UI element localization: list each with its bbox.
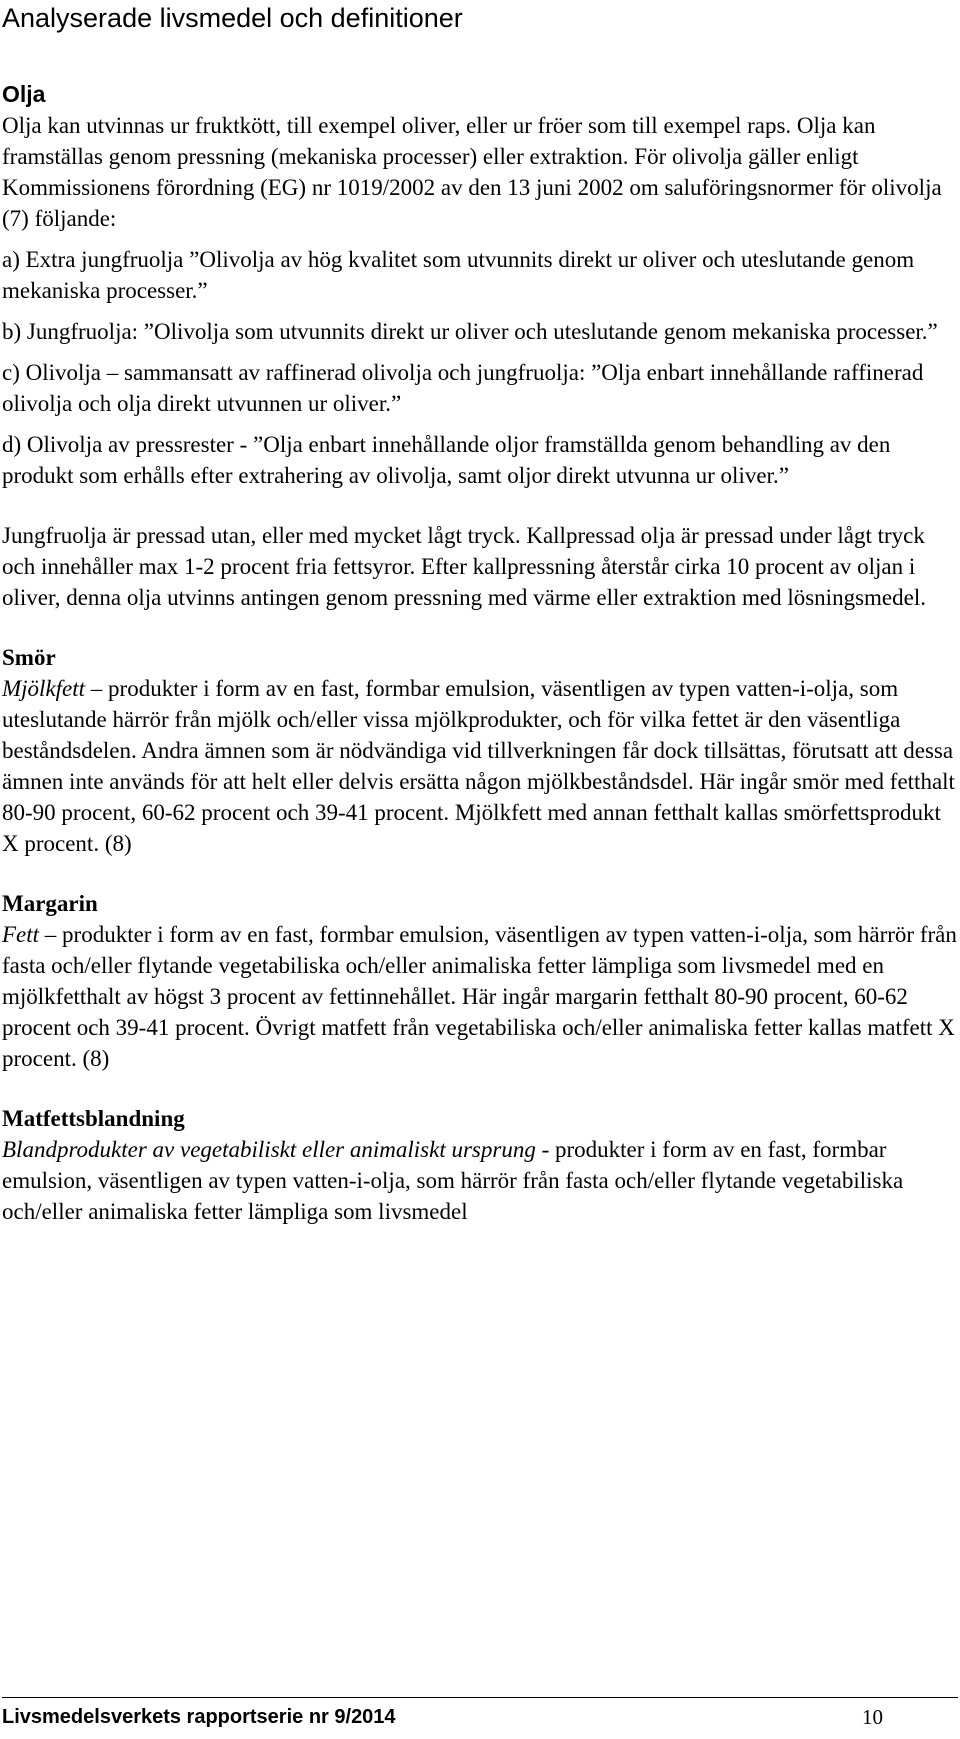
matfettsblandning-paragraph (2, 1134, 958, 1227)
matfettsblandning-term: Blandprodukter av vegetabiliskt eller animaliskt ursprung (2, 1137, 536, 1162)
olja-extra-paragraph: Jungfruolja är pressad utan, eller med mycket lågt tryck. Kallpressad olja är pressad under lågt tryck och innehåller max 1-2 procent fria fettsyror. Efter kallpressning återstår cirka 10 procent av oljan i oliver, denna olja utvinns antingen genom pressning med värme eller extraktion med lösningsmedel. (2, 523, 926, 610)
footer-series: Livsmedelsverkets rapportserie nr 9/2014 (2, 1706, 396, 1728)
page-number: 10 (862, 1705, 883, 1729)
footer-divider (2, 1697, 958, 1698)
page-title: Analyserade livsmedel och definitioner (2, 3, 463, 33)
matfettsblandning-text: - produkter i form av en fast, formbar emulsion, väsentligen av typen vatten-i-olja, som härrör från fasta och/eller flytande vegetabiliska och/eller animaliska fetter lämpliga som livsmedel (2, 1137, 904, 1224)
margarin-paragraph (2, 919, 958, 1074)
smor-term: Mjölkfett (2, 676, 86, 701)
olja-item-b: b) Jungfruolja: ”Olivolja som utvunnits direkt ur oliver och uteslutande genom mekaniska processer.” (2, 319, 938, 344)
section-heading-margarin: Margarin (2, 891, 98, 916)
section-heading-matfettsblandning: Matfettsblandning (2, 1106, 185, 1131)
smor-text: – produkter i form av en fast, formbar emulsion, väsentligen av typen vatten-i-olja, som uteslutande härrör från mjölk och/eller vissa mjölkprodukter, och för vilka fettet är den väsentliga beståndsdelen. Andra ämnen som är nödvändiga vid tillverkningen får dock tillsättas, förutsatt att dessa ämnen inte används för att helt eller delvis ersätta någon mjölkbeståndsdel. Här ingår smör med fetthalt 80-90 procent, 60-62 procent och 39-41 procent. Mjölkfett med annan fetthalt kallas smörfettsprodukt X procent. (8) (2, 676, 955, 856)
section-heading-olja: Olja (2, 81, 46, 107)
document-body (2, 79, 958, 1227)
smor-paragraph (2, 673, 958, 859)
olja-intro-paragraph: Olja kan utvinnas ur fruktkött, till exempel oliver, eller ur fröer som till exempel raps. Olja kan framställas genom pressning (mekaniska processer) eller extraktion. För olivolja gäller enligt Kommissionens förordning (EG) nr 1019/2002 av den 13 juni 2002 om saluföringsnormer för olivolja (7) följande: (2, 113, 942, 231)
margarin-text: – produkter i form av en fast, formbar emulsion, väsentligen av typen vatten-i-olja, som härrör från fasta och/eller flytande vegetabiliska och/eller animaliska fetter lämpliga som livsmedel med en mjölkfetthalt av högst 3 procent av fettinnehållet. Här ingår margarin fetthalt 80-90 procent, 60-62 procent och 39-41 procent. Övrigt matfett från vegetabiliska och/eller animaliska fetter kallas matfett X procent. (8) (2, 922, 957, 1071)
olja-item-c: c) Olivolja – sammansatt av raffinerad olivolja och jungfruolja: ”Olja enbart innehållande raffinerad olivolja och olja direkt utvunnen ur oliver.” (2, 360, 924, 416)
olja-item-a: a) Extra jungfruolja ”Olivolja av hög kvalitet som utvunnits direkt ur oliver och uteslutande genom mekaniska processer.” (2, 247, 915, 303)
margarin-term: Fett (2, 922, 40, 947)
section-heading-smor: Smör (2, 645, 56, 670)
olja-item-d: d) Olivolja av pressrester - ”Olja enbart innehållande oljor framställda genom behandling av den produkt som erhålls efter extrahering av olivolja, samt oljor direkt utvunna ur oliver.” (2, 432, 891, 488)
